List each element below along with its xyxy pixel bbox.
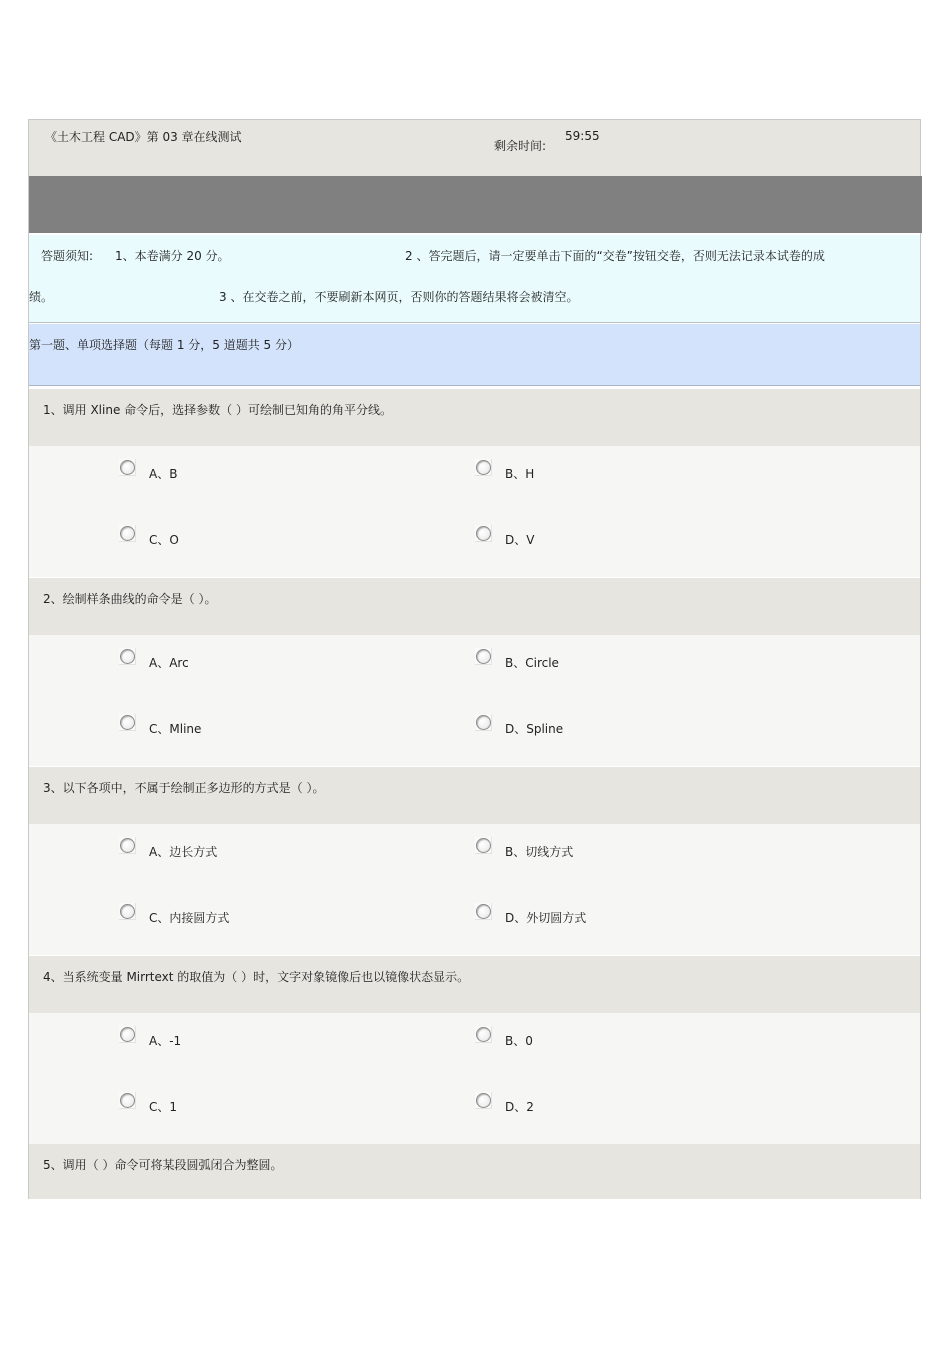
radio-button[interactable] <box>475 903 492 920</box>
toolbar-band <box>29 176 922 233</box>
options-row <box>29 446 920 577</box>
question-row <box>29 389 920 446</box>
question-text: 3、以下各项中，不属于绘制正多边形的方式是（ ）。 <box>43 781 325 795</box>
option-label: B、切线方式 <box>505 845 574 859</box>
quiz-title: 《土木工程 CAD》第 03 章在线测试 <box>45 130 242 144</box>
options-row <box>29 635 920 766</box>
question-text: 1、调用 Xline 命令后，选择参数（ ）可绘制已知角的角平分线。 <box>43 403 392 417</box>
question-text: 4、当系统变量 Mirrtext 的取值为（ ）时，文字对象镜像后也以镜像状态显示。 <box>43 970 470 984</box>
instructions-label: 答题须知: <box>41 249 94 263</box>
radio-button[interactable] <box>475 648 492 665</box>
radio-button[interactable] <box>475 1092 492 1109</box>
question-text: 5、调用（ ）命令可将某段圆弧闭合为整圆。 <box>43 1158 283 1172</box>
instructions-panel <box>29 235 920 323</box>
instruction-3: 3 、在交卷之前，不要刷新本网页，否则你的答题结果将会被清空。 <box>219 290 579 304</box>
radio-button[interactable] <box>475 714 492 731</box>
instruction-2-continued: 绩。 <box>29 290 54 304</box>
radio-button[interactable] <box>475 1026 492 1043</box>
option-label: C、O <box>149 533 179 547</box>
radio-button[interactable] <box>119 1092 136 1109</box>
question-text: 2、绘制样条曲线的命令是（ ）。 <box>43 592 217 606</box>
timer-value: 59:55 <box>565 129 600 143</box>
instruction-2: 2 、答完题后，请一定要单击下面的“交卷”按钮交卷，否则无法记录本试卷的成 <box>405 249 825 263</box>
question-row <box>29 767 920 824</box>
option-label: D、V <box>505 533 535 547</box>
question-row <box>29 578 920 635</box>
radio-button[interactable] <box>119 459 136 476</box>
option-label: C、Mline <box>149 722 202 736</box>
option-label: B、0 <box>505 1034 533 1048</box>
option-label: A、B <box>149 467 178 481</box>
option-label: A、-1 <box>149 1034 182 1048</box>
option-label: D、外切圆方式 <box>505 911 587 925</box>
question-row <box>29 1144 920 1199</box>
quiz-header <box>29 120 920 176</box>
options-row <box>29 824 920 955</box>
option-label: C、内接圆方式 <box>149 911 230 925</box>
radio-button[interactable] <box>475 459 492 476</box>
option-label: A、Arc <box>149 656 189 670</box>
timer-label: 剩余时间: <box>494 139 547 153</box>
option-label: B、H <box>505 467 535 481</box>
options-row <box>29 1013 920 1144</box>
instruction-1: 1、本卷满分 20 分。 <box>115 249 230 263</box>
radio-button[interactable] <box>119 1026 136 1043</box>
option-label: D、2 <box>505 1100 534 1114</box>
radio-button[interactable] <box>119 525 136 542</box>
radio-button[interactable] <box>475 525 492 542</box>
radio-button[interactable] <box>119 648 136 665</box>
option-label: D、Spline <box>505 722 564 736</box>
radio-button[interactable] <box>119 714 136 731</box>
option-label: B、Circle <box>505 656 559 670</box>
section-header <box>29 324 920 386</box>
radio-button[interactable] <box>119 903 136 920</box>
question-row <box>29 956 920 1013</box>
option-label: C、1 <box>149 1100 178 1114</box>
radio-button[interactable] <box>475 837 492 854</box>
section-title: 第一题、单项选择题（每题 1 分，5 道题共 5 分） <box>29 338 299 352</box>
option-label: A、边长方式 <box>149 845 218 859</box>
radio-button[interactable] <box>119 837 136 854</box>
